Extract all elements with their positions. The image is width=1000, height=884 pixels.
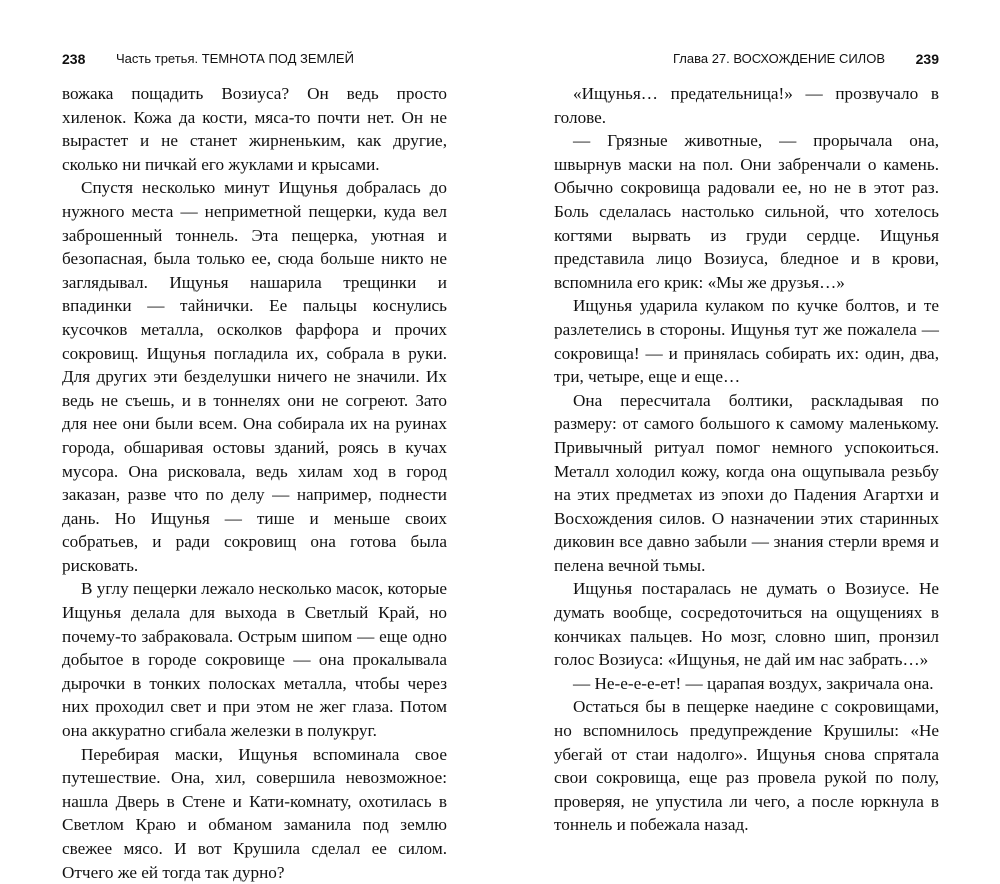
- paragraph: Остаться бы в пещерке наедине с сокровищами, но вспомнилось предупреждение Крушилы: «Не убегай от стаи надолго». Ищунья снова спрятала свои сокровища, еще раз провела рукой по полу, проверяя, не упустила ли чего, а после юркнула в тоннель и побежала назад.: [554, 697, 939, 835]
- right-page-text: [554, 82, 939, 837]
- paragraph: — Грязные животные, — прорычала она, швырнув маски на пол. Они забренчали о камень. Обычно сокровища радовали ее, но не в этот раз. Боль сделалась настолько сильной, что хотелось когтями вырвать из груди сердце. Ищунья представила лицо Возиуса, бледное и в крови, вспомнила его крик: «Мы же друзья…»: [554, 131, 939, 292]
- left-page-header: [62, 51, 447, 69]
- paragraph: Ищунья ударила кулаком по кучке болтов, и те разлетелись в стороны. Ищунья тут же пожалела — сокровища! — и принялась собирать их: один, два, три, четыре, еще и еще…: [554, 296, 939, 387]
- right-page: [554, 0, 939, 835]
- left-page: [62, 0, 448, 882]
- running-head: Часть третья. ТЕМНОТА ПОД ЗЕМЛЕЙ: [116, 51, 354, 66]
- paragraph: «Ищунья… предательница!» — прозвучало в голове.: [554, 84, 939, 127]
- paragraph: Перебирая маски, Ищунья вспоминала свое путешествие. Она, хил, совершила невозможное: нашла Дверь в Стене и Кати-комнату, охотилась в Светлом Краю и обманом заманила под землю свежее мясо. И вот Крушила сделал ее силом. Отчего же ей тогда так дурно?: [62, 744, 447, 882]
- paragraph: Ищунья постаралась не думать о Возиусе. Не думать вообще, сосредоточиться на ощущениях в кончиках пальцев. Но мозг, словно шип, пронзил голос Возиуса: «Ищунья, не дай им нас забрать…»: [554, 579, 939, 670]
- paragraph: Спустя несколько минут Ищунья добралась до нужного места — неприметной пещерки, куда вел заброшенный тоннель. Эта пещерка, уютная и безопасная, была только ее, сюда больше никто не заглядывал. Ищунья нашарила трещинки и впадинки — тайнички. Ее пальцы коснулись кусочков металла, осколков фарфора и прочих сокровищ. Ищунья погладила их, собрала в руки. Для других эти безделушки ничего не значили. Их ведь не съешь, и в тоннелях они не согреют. Зато для нее они были всем. Она собирала их на руинах города, обшаривая остовы зданий, роясь в кучах мусора. Она рисковала, ведь хилам ход в город заказан, разве что по делу — например, поднести дань. Но Ищунья — тише и меньше своих собратьев, и ради сокровищ она готова была рисковать.: [62, 178, 447, 575]
- page-number: 239: [915, 51, 939, 67]
- page-number: 238: [62, 51, 86, 67]
- running-head: Глава 27. ВОСХОЖДЕНИЕ СИЛОВ: [672, 51, 885, 66]
- left-page-text: [62, 82, 447, 884]
- paragraph: Она пересчитала болтики, раскладывая по размеру: от самого большого к самому маленькому. Привычный ритуал помог немного успокоиться. Металл холодил кожу, когда она ощупывала резьбу на этих предметах из эпохи до Падения Агартхи и Восхождения силов. О назначении этих старинных диковин все давно забыли — знания стерли время и пелена вечной тьмы.: [554, 390, 939, 575]
- paragraph: — Не-е-е-е-ет! — царапая воздух, закричала она.: [573, 673, 934, 693]
- paragraph: вожака пощадить Возиуса? Он ведь просто хиленок. Кожа да кости, мяса-то почти нет. Он не вырастет и не станет жирненьким, как другие, сколько ни пичкай его жуклами и крысами.: [62, 84, 447, 174]
- right-page-header: [554, 51, 939, 69]
- paragraph: В углу пещерки лежало несколько масок, которые Ищунья делала для выхода в Светлый Край, но почему-то забраковала. Острым шипом — еще одно добытое в городе сокровище — она прокалывала дырочки в тонких полосках металла, чтобы через них проходил свет и при этом не жег глаза. Потом она аккуратно сгибала железки в полукруг.: [62, 579, 448, 741]
